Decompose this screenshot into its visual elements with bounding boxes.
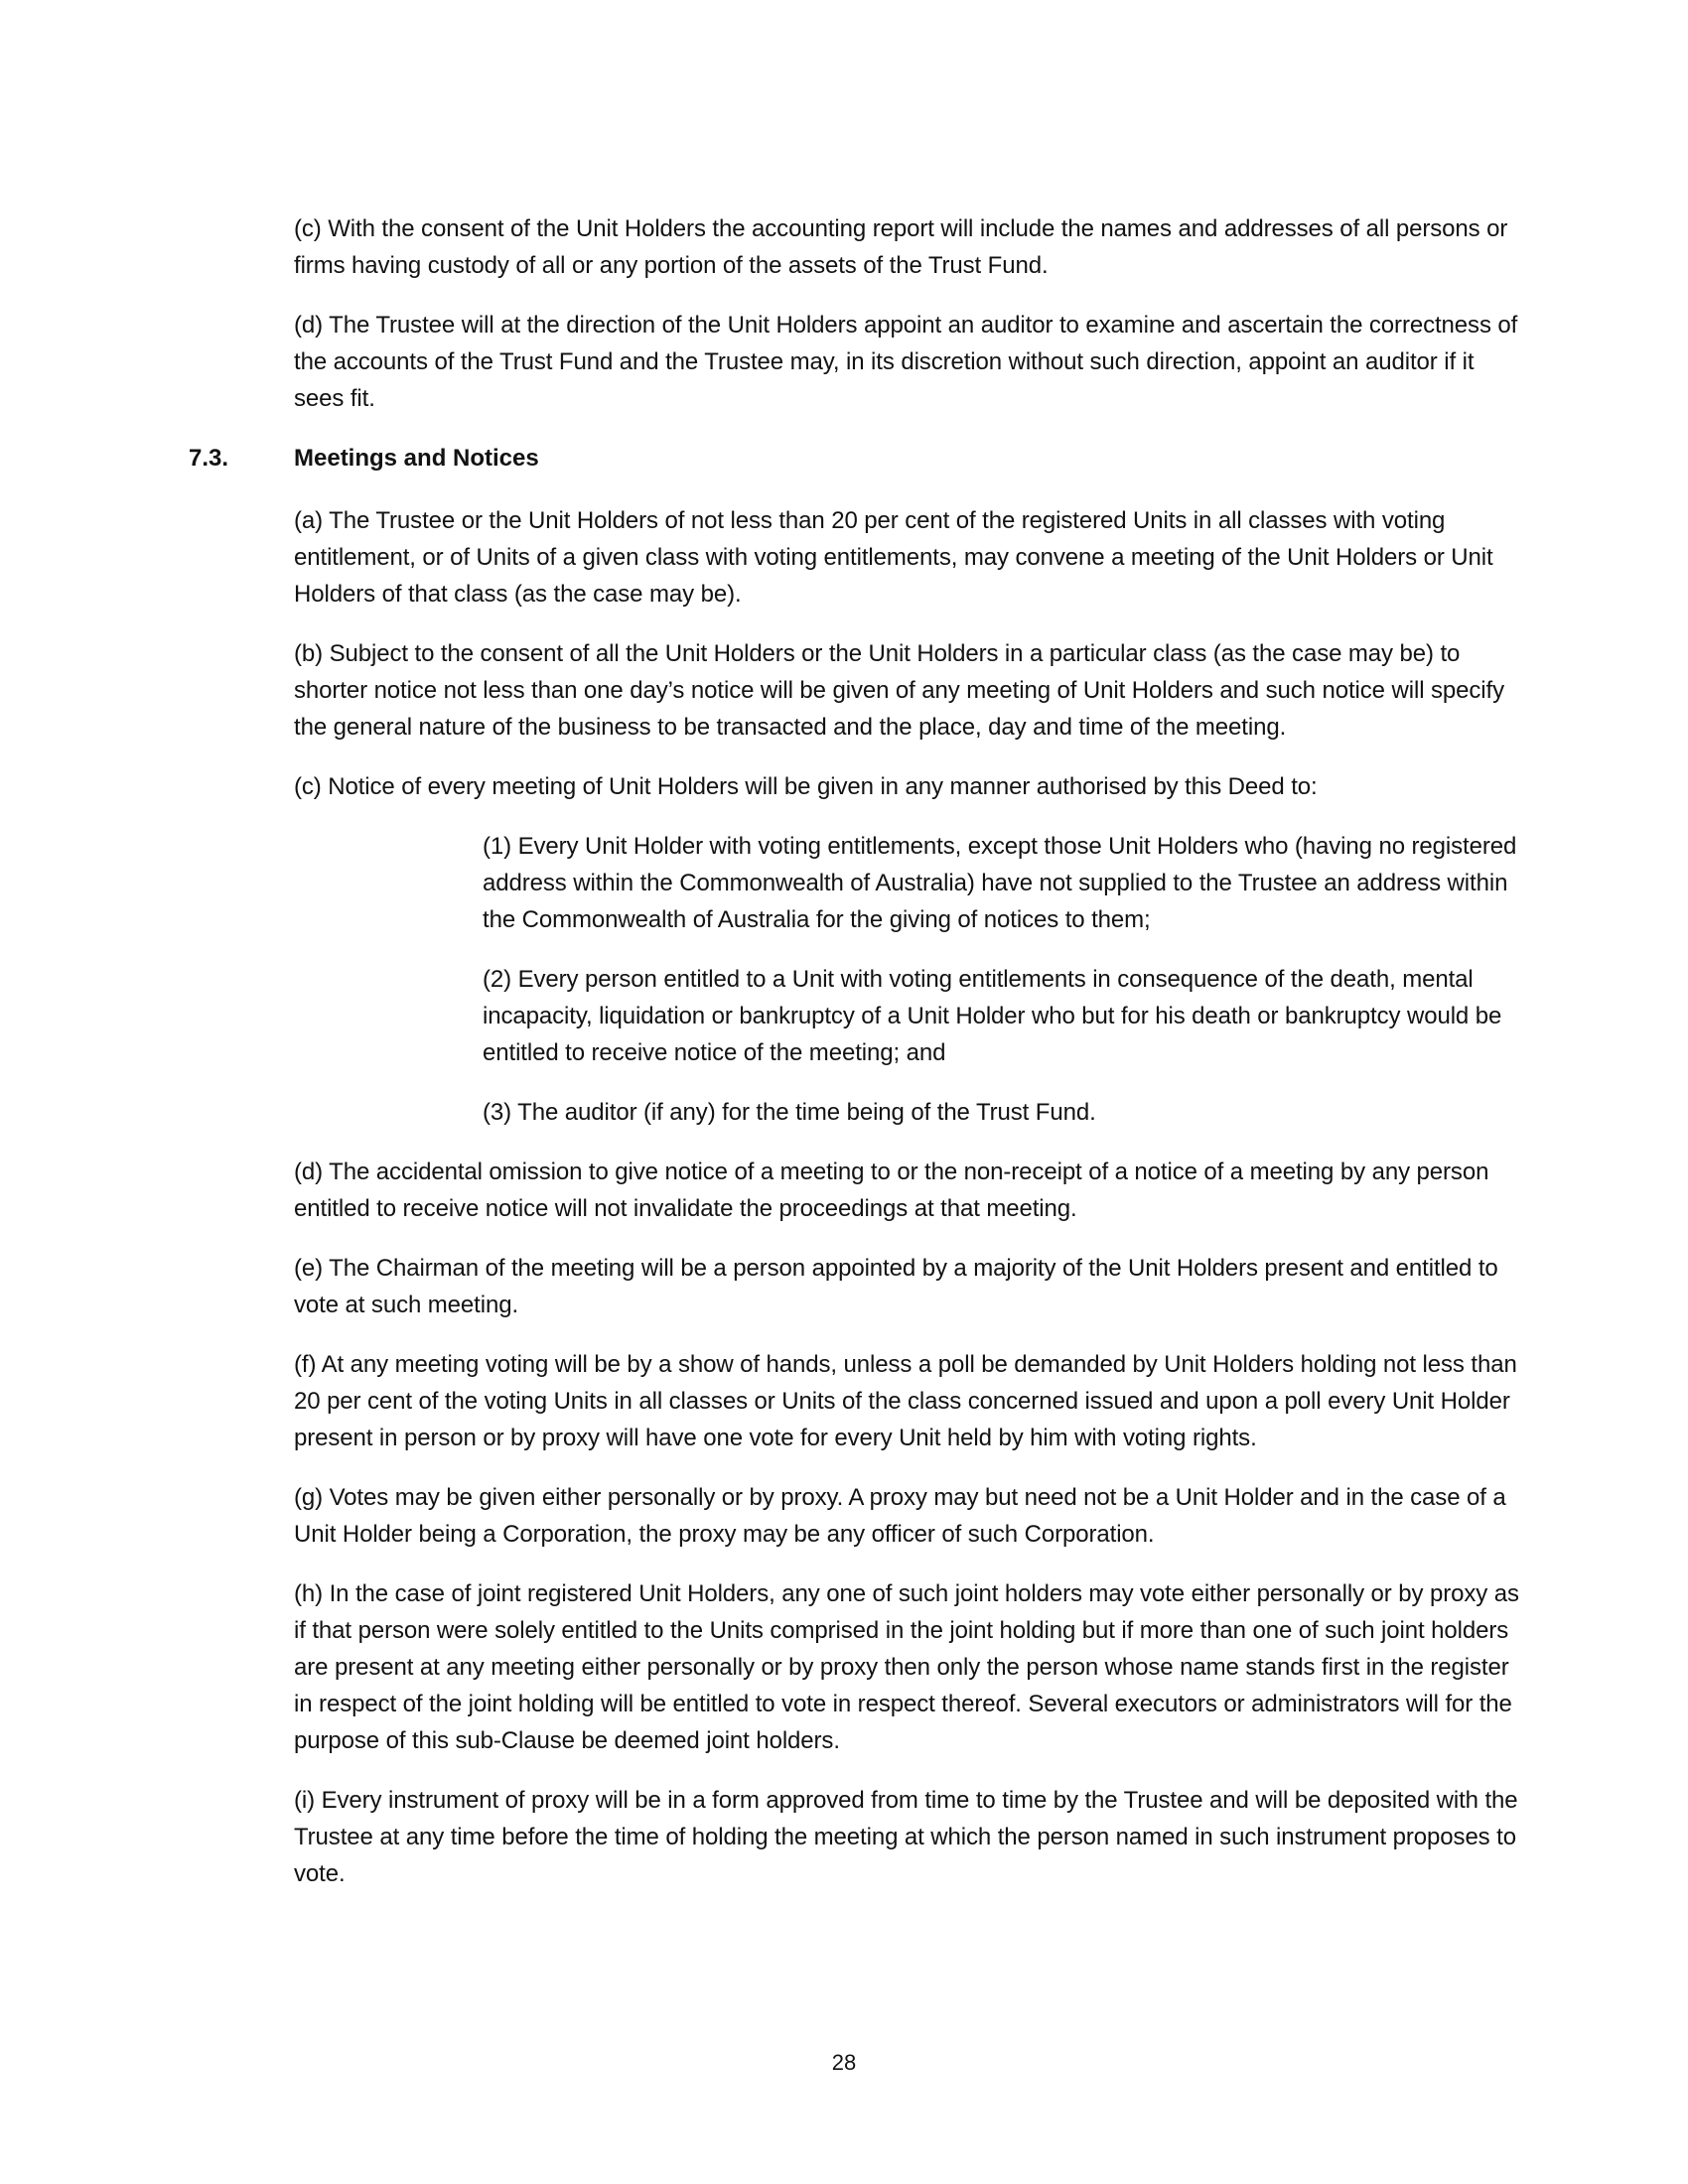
paragraph-a-convene-meeting: (a) The Trustee or the Unit Holders of not less than 20 per cent of the registered Units in all classes with voting entitlement, or of Units of a given class with voting entitlements, may convene a meeting of the Unit Holders or Unit Holders of that class (as the case may be). xyxy=(294,507,1493,608)
paragraph-c-accounting-report: (c) With the consent of the Unit Holders the accounting report will include the names and addresses of all persons or firms having custody of all or any portion of the assets of the Trust Fund. xyxy=(294,215,1508,279)
paragraph-d-accidental-omission: (d) The accidental omission to give notice of a meeting to or the non-receipt of a notice of a meeting by any person entitled to receive notice will not invalidate the proceedings at that meeting. xyxy=(294,1159,1489,1222)
paragraph-b-shorter-notice: (b) Subject to the consent of all the Unit Holders or the Unit Holders in a particular class (as the case may be) to shorter notice not less than one day’s notice will be given of any meeting of Unit Holders and such notice will specify the general nature of the business to be transacted and the place, day and time of the meeting. xyxy=(294,640,1504,741)
paragraph-e-chairman: (e) The Chairman of the meeting will be a person appointed by a majority of the Unit Holders present and entitled to vote at such meeting. xyxy=(294,1255,1498,1318)
paragraph-g-votes-by-proxy: (g) Votes may be given either personally or by proxy. A proxy may but need not be a Unit Holder and in the case of a Unit Holder being a Corporation, the proxy may be any officer of such Corporation. xyxy=(294,1484,1506,1548)
paragraph-d-auditor-appointment: (d) The Trustee will at the direction of the Unit Holders appoint an auditor to examine and ascertain the correctness of the accounts of the Trust Fund and the Trustee may, in its discretion without such direction, appoint an auditor if it sees fit. xyxy=(294,312,1518,412)
section-number: 7.3. xyxy=(189,445,229,472)
page-number: 28 xyxy=(831,2050,857,2075)
section-title: Meetings and Notices xyxy=(294,445,539,472)
paragraph-c-notice-manner: (c) Notice of every meeting of Unit Holders will be given in any manner authorised by this Deed to: xyxy=(294,773,1318,800)
document-body xyxy=(189,210,1523,1915)
subparagraph-1-unit-holder-address: (1) Every Unit Holder with voting entitlements, except those Unit Holders who (having no registered address within the Commonwealth of Australia) have not supplied to the Trustee an address within the Commonwealth of Australia for the giving of notices to them; xyxy=(483,833,1517,933)
subparagraph-3-auditor: (3) The auditor (if any) for the time being of the Trust Fund. xyxy=(483,1099,1096,1126)
paragraph-f-show-of-hands: (f) At any meeting voting will be by a show of hands, unless a poll be demanded by Unit Holders holding not less than 20 per cent of the voting Units in all classes or Units of the class concerned issued and upon a poll every Unit Holder present in person or by proxy will have one vote for every Unit held by him with voting rights. xyxy=(294,1351,1517,1451)
section-heading xyxy=(189,440,1523,477)
paragraph-i-proxy-instrument: (i) Every instrument of proxy will be in a form approved from time to time by the Trustee and will be deposited with the Trustee at any time before the time of holding the meeting at which the person named in such instrument proposes to vote. xyxy=(294,1787,1518,1887)
paragraph-h-joint-holders: (h) In the case of joint registered Unit Holders, any one of such joint holders may vote either personally or by proxy as if that person were solely entitled to the Units comprised in the joint holding but if more than one of such joint holders are present at any meeting either personally or by proxy then only the person whose name stands first in the register in respect of the joint holding will be entitled to vote in respect thereof. Several executors or administrators will for the purpose of this sub-Clause be deemed joint holders. xyxy=(294,1580,1519,1754)
subparagraph-2-entitled-person: (2) Every person entitled to a Unit with voting entitlements in consequence of the death, mental incapacity, liquidation or bankruptcy of a Unit Holder who but for his death or bankruptcy would be entitled to receive notice of the meeting; and xyxy=(483,966,1502,1066)
